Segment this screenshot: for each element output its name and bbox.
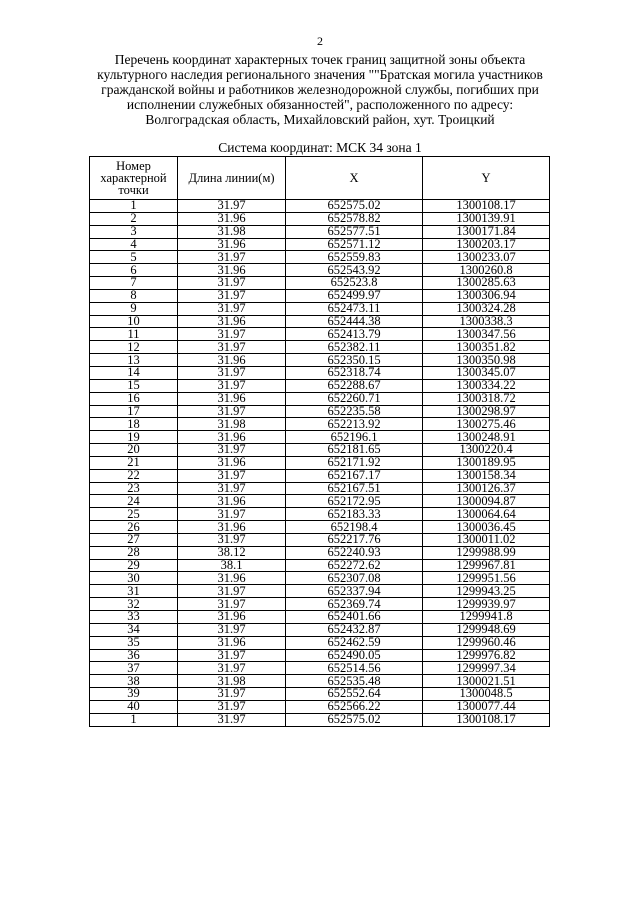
cell-x: 652514.56 — [286, 662, 423, 675]
cell-x: 652444.38 — [286, 315, 423, 328]
cell-y: 1300220.4 — [423, 444, 550, 457]
cell-point-number: 32 — [90, 598, 178, 611]
cell-y: 1300248.91 — [423, 431, 550, 444]
cell-point-number: 24 — [90, 495, 178, 508]
cell-x: 652473.11 — [286, 302, 423, 315]
cell-x: 652401.66 — [286, 611, 423, 624]
cell-y: 1300345.07 — [423, 366, 550, 379]
cell-line-length: 31.97 — [178, 585, 286, 598]
cell-y: 1300126.37 — [423, 482, 550, 495]
cell-line-length: 31.97 — [178, 533, 286, 546]
cell-line-length: 31.97 — [178, 251, 286, 264]
cell-line-length: 31.96 — [178, 212, 286, 225]
cell-line-length: 31.96 — [178, 495, 286, 508]
cell-line-length: 31.97 — [178, 328, 286, 341]
cell-line-length: 31.97 — [178, 405, 286, 418]
cell-y: 1300094.87 — [423, 495, 550, 508]
cell-y: 1300318.72 — [423, 392, 550, 405]
cell-line-length: 38.12 — [178, 546, 286, 559]
cell-point-number: 20 — [90, 444, 178, 457]
cell-y: 1299941.8 — [423, 611, 550, 624]
cell-x: 652217.76 — [286, 533, 423, 546]
cell-x: 652552.64 — [286, 688, 423, 701]
cell-point-number: 19 — [90, 431, 178, 444]
cell-x: 652413.79 — [286, 328, 423, 341]
cell-x: 652307.08 — [286, 572, 423, 585]
cell-y: 1300189.95 — [423, 456, 550, 469]
cell-x: 652172.95 — [286, 495, 423, 508]
table-row — [90, 572, 550, 585]
cell-x: 652213.92 — [286, 418, 423, 431]
cell-y: 1299943.25 — [423, 585, 550, 598]
cell-y: 1300334.22 — [423, 379, 550, 392]
cell-point-number: 34 — [90, 623, 178, 636]
cell-x: 652198.4 — [286, 521, 423, 534]
cell-line-length: 31.97 — [178, 341, 286, 354]
cell-line-length: 31.96 — [178, 392, 286, 405]
header-line-length: Длина линии(м) — [178, 157, 286, 200]
cell-line-length: 31.97 — [178, 508, 286, 521]
coordinate-system-caption: Система координат: МСК 34 зона 1 — [218, 140, 422, 155]
cell-point-number: 3 — [90, 225, 178, 238]
cell-x: 652369.74 — [286, 598, 423, 611]
cell-x: 652240.93 — [286, 546, 423, 559]
table-row — [90, 713, 550, 726]
page-number: 2 — [317, 34, 323, 48]
cell-x: 652432.87 — [286, 623, 423, 636]
cell-x: 652181.65 — [286, 444, 423, 457]
cell-x: 652167.51 — [286, 482, 423, 495]
header-point-number: Номер характерной точки — [90, 157, 178, 200]
cell-x: 652490.05 — [286, 649, 423, 662]
table-row — [90, 508, 550, 521]
cell-x: 652578.82 — [286, 212, 423, 225]
cell-y: 1299988.99 — [423, 546, 550, 559]
cell-point-number: 8 — [90, 289, 178, 302]
cell-y: 1300011.02 — [423, 533, 550, 546]
cell-y: 1300324.28 — [423, 302, 550, 315]
cell-x: 652575.02 — [286, 713, 423, 726]
cell-line-length: 31.98 — [178, 675, 286, 688]
cell-y: 1300347.56 — [423, 328, 550, 341]
cell-y: 1300298.97 — [423, 405, 550, 418]
document-title — [80, 52, 560, 127]
cell-line-length: 31.97 — [178, 713, 286, 726]
cell-point-number: 37 — [90, 662, 178, 675]
cell-point-number: 9 — [90, 302, 178, 315]
cell-line-length: 31.97 — [178, 469, 286, 482]
cell-y: 1300260.8 — [423, 264, 550, 277]
cell-y: 1299997.34 — [423, 662, 550, 675]
table-row — [90, 238, 550, 251]
title-line: Перечень координат характерных точек границ защитной зоны объекта — [114, 52, 526, 67]
cell-y: 1299948.69 — [423, 623, 550, 636]
cell-y: 1300306.94 — [423, 289, 550, 302]
cell-y: 1300285.63 — [423, 277, 550, 290]
cell-x: 652523.8 — [286, 277, 423, 290]
cell-y: 1300351.82 — [423, 341, 550, 354]
cell-line-length: 31.98 — [178, 418, 286, 431]
cell-line-length: 31.96 — [178, 456, 286, 469]
cell-y: 1300233.07 — [423, 251, 550, 264]
cell-y: 1300171.84 — [423, 225, 550, 238]
cell-x: 652318.74 — [286, 366, 423, 379]
cell-y: 1300036.45 — [423, 521, 550, 534]
cell-x: 652543.92 — [286, 264, 423, 277]
table-row — [90, 341, 550, 354]
cell-line-length: 31.97 — [178, 662, 286, 675]
cell-y: 1300021.51 — [423, 675, 550, 688]
cell-point-number: 31 — [90, 585, 178, 598]
cell-line-length: 31.97 — [178, 482, 286, 495]
cell-point-number: 12 — [90, 341, 178, 354]
cell-x: 652559.83 — [286, 251, 423, 264]
cell-point-number: 40 — [90, 700, 178, 713]
cell-line-length: 31.97 — [178, 200, 286, 213]
cell-y: 1300203.17 — [423, 238, 550, 251]
cell-line-length: 31.97 — [178, 700, 286, 713]
cell-y: 1300077.44 — [423, 700, 550, 713]
title-line: Волгоградская область, Михайловский район, хут. Троицкий — [145, 112, 495, 127]
cell-line-length: 31.97 — [178, 302, 286, 315]
cell-point-number: 22 — [90, 469, 178, 482]
header-x: X — [286, 157, 423, 200]
table-row — [90, 482, 550, 495]
table-row — [90, 418, 550, 431]
cell-line-length: 31.96 — [178, 264, 286, 277]
table-body — [90, 200, 550, 727]
cell-point-number: 39 — [90, 688, 178, 701]
cell-point-number: 1 — [90, 713, 178, 726]
cell-point-number: 13 — [90, 354, 178, 367]
cell-y: 1300275.46 — [423, 418, 550, 431]
cell-point-number: 14 — [90, 366, 178, 379]
cell-line-length: 31.96 — [178, 572, 286, 585]
cell-point-number: 25 — [90, 508, 178, 521]
cell-point-number: 38 — [90, 675, 178, 688]
cell-y: 1299967.81 — [423, 559, 550, 572]
cell-x: 652566.22 — [286, 700, 423, 713]
cell-line-length: 31.96 — [178, 611, 286, 624]
cell-y: 1300158.34 — [423, 469, 550, 482]
cell-point-number: 21 — [90, 456, 178, 469]
cell-point-number: 7 — [90, 277, 178, 290]
table-row — [90, 251, 550, 264]
cell-point-number: 18 — [90, 418, 178, 431]
cell-x: 652171.92 — [286, 456, 423, 469]
table-row — [90, 315, 550, 328]
cell-y: 1300108.17 — [423, 200, 550, 213]
cell-line-length: 31.97 — [178, 688, 286, 701]
cell-line-length: 31.96 — [178, 431, 286, 444]
cell-y: 1300048.5 — [423, 688, 550, 701]
cell-x: 652260.71 — [286, 392, 423, 405]
cell-point-number: 5 — [90, 251, 178, 264]
cell-y: 1300338.3 — [423, 315, 550, 328]
cell-point-number: 6 — [90, 264, 178, 277]
cell-point-number: 2 — [90, 212, 178, 225]
cell-line-length: 31.96 — [178, 354, 286, 367]
cell-x: 652235.58 — [286, 405, 423, 418]
cell-x: 652571.12 — [286, 238, 423, 251]
cell-point-number: 30 — [90, 572, 178, 585]
cell-x: 652272.62 — [286, 559, 423, 572]
cell-line-length: 31.96 — [178, 521, 286, 534]
cell-y: 1300064.64 — [423, 508, 550, 521]
table-row — [90, 328, 550, 341]
cell-x: 652350.15 — [286, 354, 423, 367]
cell-point-number: 33 — [90, 611, 178, 624]
cell-line-length: 31.96 — [178, 315, 286, 328]
cell-line-length: 31.97 — [178, 649, 286, 662]
cell-x: 652577.51 — [286, 225, 423, 238]
cell-line-length: 31.97 — [178, 623, 286, 636]
cell-point-number: 29 — [90, 559, 178, 572]
cell-point-number: 28 — [90, 546, 178, 559]
cell-point-number: 27 — [90, 533, 178, 546]
cell-x: 652575.02 — [286, 200, 423, 213]
coordinates-table — [89, 156, 550, 727]
cell-y: 1299960.46 — [423, 636, 550, 649]
cell-y: 1299939.97 — [423, 598, 550, 611]
cell-point-number: 4 — [90, 238, 178, 251]
table-row — [90, 495, 550, 508]
title-line: культурного наследия регионального значения ""Братская могила участников — [97, 67, 543, 82]
cell-x: 652183.33 — [286, 508, 423, 521]
cell-line-length: 31.97 — [178, 444, 286, 457]
cell-x: 652499.97 — [286, 289, 423, 302]
cell-line-length: 31.97 — [178, 598, 286, 611]
table-header-row — [90, 157, 550, 200]
cell-y: 1299976.82 — [423, 649, 550, 662]
cell-y: 1300139.91 — [423, 212, 550, 225]
cell-point-number: 1 — [90, 200, 178, 213]
table-row — [90, 662, 550, 675]
cell-line-length: 31.97 — [178, 366, 286, 379]
cell-y: 1299951.56 — [423, 572, 550, 585]
cell-point-number: 17 — [90, 405, 178, 418]
cell-line-length: 31.96 — [178, 636, 286, 649]
cell-x: 652337.94 — [286, 585, 423, 598]
table-row — [90, 405, 550, 418]
cell-x: 652288.67 — [286, 379, 423, 392]
cell-point-number: 11 — [90, 328, 178, 341]
cell-point-number: 15 — [90, 379, 178, 392]
cell-point-number: 23 — [90, 482, 178, 495]
cell-x: 652196.1 — [286, 431, 423, 444]
cell-line-length: 31.98 — [178, 225, 286, 238]
header-y: Y — [423, 157, 550, 200]
cell-point-number: 26 — [90, 521, 178, 534]
title-line: исполнении служебных обязанностей", расположенного по адресу: — [126, 97, 514, 112]
title-line: гражданской войны и работников железнодорожной службы, погибших при — [101, 82, 539, 97]
cell-line-length: 31.97 — [178, 277, 286, 290]
cell-point-number: 10 — [90, 315, 178, 328]
cell-y: 1300350.98 — [423, 354, 550, 367]
table-row — [90, 649, 550, 662]
cell-x: 652462.59 — [286, 636, 423, 649]
cell-point-number: 36 — [90, 649, 178, 662]
table-row — [90, 585, 550, 598]
cell-line-length: 31.96 — [178, 238, 286, 251]
cell-y: 1300108.17 — [423, 713, 550, 726]
cell-x: 652535.48 — [286, 675, 423, 688]
cell-x: 652167.17 — [286, 469, 423, 482]
cell-line-length: 31.97 — [178, 289, 286, 302]
cell-line-length: 31.97 — [178, 379, 286, 392]
cell-point-number: 35 — [90, 636, 178, 649]
cell-x: 652382.11 — [286, 341, 423, 354]
cell-line-length: 38.1 — [178, 559, 286, 572]
cell-point-number: 16 — [90, 392, 178, 405]
